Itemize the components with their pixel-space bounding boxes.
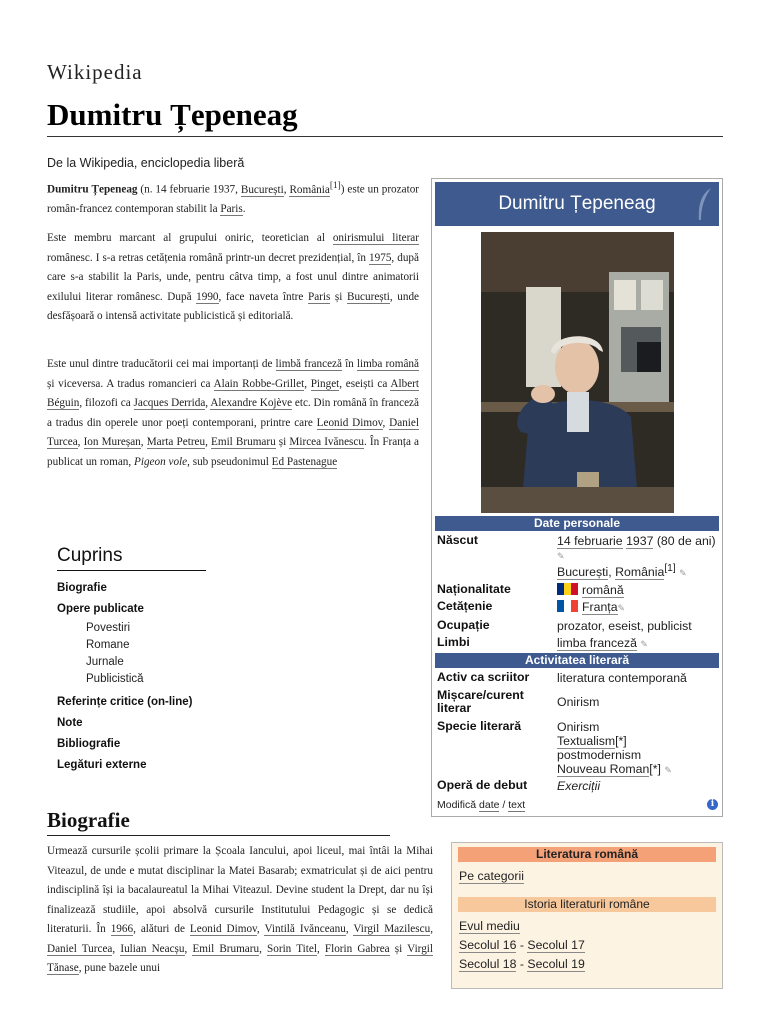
label-limbi: Limbi bbox=[437, 635, 470, 649]
intro-paragraph-2 bbox=[47, 229, 419, 327]
toc-item-opere-publicate[interactable]: Opere publicate bbox=[57, 603, 144, 615]
wikipedia-logo[interactable]: Wikipedia bbox=[47, 60, 143, 84]
title-divider bbox=[47, 136, 723, 137]
infobox bbox=[431, 178, 723, 817]
text: și bbox=[275, 436, 290, 448]
text: , bbox=[205, 397, 211, 409]
toc-subitem-romane[interactable]: Romane bbox=[86, 639, 130, 651]
label-cetatenie: Cetățenie bbox=[437, 599, 493, 613]
text: . În Franța a publicat un roman, bbox=[47, 436, 420, 468]
value-opera-de-debut: Exerciții bbox=[557, 779, 601, 793]
link-brumaru[interactable]: Emil Brumaru bbox=[192, 942, 260, 955]
text: Onirism bbox=[557, 720, 600, 734]
toc-item-legaturi-externe[interactable]: Legături externe bbox=[57, 759, 147, 771]
toc-subitem-jurnale[interactable]: Jurnale bbox=[86, 656, 124, 668]
link-secolul-17[interactable]: Secolul 17 bbox=[527, 938, 585, 952]
wikidata-mark[interactable]: [*] bbox=[615, 734, 627, 748]
link-nationalitate[interactable]: română bbox=[582, 583, 624, 597]
link-limba-franceza[interactable]: limba franceză bbox=[557, 636, 637, 650]
link-ivanescu[interactable]: Mircea Ivănescu bbox=[289, 436, 364, 448]
link-mazilescu[interactable]: Virgil Mazilescu bbox=[353, 923, 431, 935]
label-nationalitate: Naționalitate bbox=[437, 582, 511, 596]
toc-heading: Cuprins bbox=[57, 545, 206, 571]
link-pe-categorii[interactable]: Pe categorii bbox=[459, 869, 524, 883]
reference-1[interactable]: [1] bbox=[329, 181, 341, 191]
text: Modifică bbox=[437, 799, 477, 811]
link-petreu[interactable]: Marta Petreu bbox=[146, 436, 206, 448]
text: și bbox=[389, 942, 408, 955]
text: , sub pseudonimul bbox=[187, 455, 272, 468]
link-robbe-grillet[interactable]: Alain Robbe-Grillet bbox=[213, 377, 305, 390]
link-beguin[interactable]: Albert Béguin bbox=[47, 377, 420, 409]
text: , după care s-a stabilit la Paris, unde, pentru câtva timp, a fost unul dintre animatorii exilului literar românesc. După bbox=[47, 251, 419, 303]
text: , bbox=[382, 416, 390, 429]
edit-pencil-icon[interactable]: ✎ bbox=[557, 551, 565, 561]
link-1990[interactable]: 1990 bbox=[196, 290, 219, 303]
infobox-header bbox=[435, 182, 719, 226]
text: - bbox=[516, 938, 528, 952]
link-neacsu[interactable]: Iulian Neacșu bbox=[120, 942, 185, 955]
edit-pencil-icon[interactable]: ✎ bbox=[679, 568, 687, 579]
link-born-city[interactable]: București bbox=[557, 565, 609, 580]
toc-subitem-povestiri[interactable]: Povestiri bbox=[86, 622, 131, 634]
link-limba-romana[interactable]: limba română bbox=[356, 358, 419, 370]
text: Este membru marcant al grupului oniric, teoretician al bbox=[47, 232, 333, 244]
link-ivanceanu[interactable]: Vintilă Ivănceanu bbox=[264, 923, 346, 935]
label-nascut: Născut bbox=[437, 533, 479, 547]
link-born-year[interactable]: 1937 bbox=[626, 534, 654, 548]
link-gabrea[interactable]: Florin Gabrea bbox=[324, 942, 390, 955]
link-evul-mediu[interactable]: Evul mediu bbox=[459, 919, 520, 933]
biography-paragraph bbox=[47, 842, 433, 979]
value-activ-ca-scriitor: literatura contemporană bbox=[557, 671, 687, 685]
info-icon[interactable]: i bbox=[707, 799, 718, 810]
france-flag-icon bbox=[557, 600, 578, 612]
text: , bbox=[259, 942, 268, 955]
text: , bbox=[205, 436, 212, 448]
text: , bbox=[304, 377, 311, 390]
edit-pencil-icon[interactable]: ✎ bbox=[664, 765, 672, 775]
text: , bbox=[430, 923, 433, 935]
link-paris[interactable]: Paris bbox=[220, 203, 243, 216]
intro-paragraph-3 bbox=[47, 355, 419, 472]
link-romania[interactable]: România bbox=[289, 183, 330, 196]
text: , eseiști ca bbox=[339, 377, 391, 390]
label-miscare-curent: Mișcare/curent literar bbox=[437, 688, 524, 715]
intro-paragraph-1 bbox=[47, 177, 419, 220]
page-subtitle: De la Wikipedia, enciclopedia liberă bbox=[47, 156, 245, 170]
toc-item-biografie[interactable]: Biografie bbox=[57, 582, 107, 594]
edit-data-link[interactable]: date bbox=[479, 799, 500, 811]
text: Este unul dintre traducătorii cei mai importanți de bbox=[47, 358, 276, 370]
subject-name: Dumitru Țepeneag bbox=[47, 183, 138, 196]
infobox-section-date-personale: Date personale bbox=[435, 516, 719, 531]
link-bucuresti[interactable]: București bbox=[240, 183, 284, 196]
value-ocupatie: prozator, eseist, publicist bbox=[557, 619, 692, 633]
link-1966[interactable]: 1966 bbox=[110, 923, 134, 935]
toc-subitem-publicistica[interactable]: Publicistică bbox=[86, 673, 144, 685]
text: , bbox=[316, 942, 325, 955]
value-cetatenie bbox=[557, 600, 717, 614]
edit-pencil-icon[interactable]: ✎ bbox=[617, 603, 626, 613]
label-opera-de-debut: Operă de debut bbox=[437, 778, 528, 792]
link-secolul-19[interactable]: Secolul 19 bbox=[527, 957, 585, 971]
link-born-date[interactable]: 14 februarie bbox=[557, 534, 623, 548]
navbox-row-18-19 bbox=[459, 957, 585, 971]
text: etc. Din română în franceză a tradus din operele unor poeți contemporani, printre care bbox=[47, 397, 419, 429]
text: / bbox=[499, 799, 509, 811]
infobox-footer bbox=[437, 799, 525, 811]
text: și bbox=[330, 290, 347, 303]
link-cetatenie[interactable]: Franța bbox=[582, 600, 618, 614]
link-paris[interactable]: Paris bbox=[307, 290, 331, 303]
link-turcea[interactable]: Daniel Turcea bbox=[47, 416, 419, 448]
text: și viceversa. A tradus romancieri ca bbox=[47, 377, 214, 390]
text: , bbox=[140, 436, 147, 448]
reference-1[interactable]: [1] bbox=[664, 563, 676, 574]
text: , face naveta între bbox=[218, 290, 308, 303]
navbox-row-16-17 bbox=[459, 938, 585, 952]
link-titel[interactable]: Sorin Titel bbox=[267, 942, 317, 955]
link-muresan[interactable]: Ion Mureșan bbox=[83, 436, 141, 448]
label-ocupatie: Ocupație bbox=[437, 618, 490, 632]
toc-item-note[interactable]: Note bbox=[57, 717, 83, 729]
link-ed-pastenague[interactable]: Ed Pastenague bbox=[271, 455, 338, 468]
text: românesc. I s-a retras cetățenia română printr-un decret prezidențial, în bbox=[47, 251, 370, 264]
text: (n. 14 februarie 1937, bbox=[137, 183, 241, 196]
text: postmodernism bbox=[557, 748, 642, 762]
text: (80 de ani) bbox=[653, 534, 716, 548]
section-divider bbox=[47, 835, 390, 836]
link-bucuresti[interactable]: București bbox=[346, 290, 390, 303]
label-activ-ca-scriitor: Activ ca scriitor bbox=[437, 670, 530, 684]
text: , bbox=[345, 923, 354, 935]
text: , bbox=[112, 942, 121, 955]
value-miscare-curent: Onirism bbox=[557, 695, 600, 709]
text: în bbox=[341, 358, 357, 370]
infobox-section-activitatea-literara: Activitatea literară bbox=[435, 653, 719, 668]
navbox-row-evul-mediu bbox=[459, 919, 520, 933]
feather-quill-icon bbox=[695, 186, 713, 222]
text: , unde desfășoară o intensă activitate publicistică și editorială. bbox=[47, 290, 420, 322]
text: , filozofi ca bbox=[79, 397, 134, 409]
link-turcea[interactable]: Daniel Turcea bbox=[47, 942, 113, 955]
text: , bbox=[256, 923, 265, 935]
romania-flag-icon bbox=[557, 583, 578, 595]
link-dimov[interactable]: Leonid Dimov bbox=[316, 416, 383, 429]
table-of-contents bbox=[57, 545, 357, 776]
navbox-literatura-romana bbox=[451, 842, 723, 989]
navbox-subtitle[interactable]: Istoria literaturii române bbox=[458, 897, 716, 912]
text: ) este un prozator român-francez contemporan stabilit la bbox=[47, 183, 420, 216]
link-brumaru[interactable]: Emil Brumaru bbox=[211, 436, 276, 448]
text: , bbox=[184, 942, 193, 955]
link-textualism[interactable]: Textualism bbox=[557, 734, 616, 748]
link-limba-franceza[interactable]: limbă franceză bbox=[275, 358, 342, 370]
page-title: Dumitru Țepeneag bbox=[47, 97, 298, 132]
link-dimov[interactable]: Leonid Dimov bbox=[189, 923, 257, 935]
text: - bbox=[516, 957, 528, 971]
text: , pune bazele unui bbox=[78, 962, 161, 974]
wikidata-mark[interactable]: [*] bbox=[649, 762, 661, 776]
portrait-photo[interactable] bbox=[481, 232, 674, 513]
book-title: Pigeon vole bbox=[134, 455, 188, 468]
toc-item-referinte[interactable]: Referințe critice (on-line) bbox=[57, 696, 193, 708]
navbox-link-categories[interactable] bbox=[459, 869, 524, 883]
link-secolul-18[interactable]: Secolul 18 bbox=[459, 957, 517, 971]
text: Urmează cursurile școlii primare la Școala Iancului, apoi liceul, mai întâi la Mihai Viteazul, de unde e mutat disciplinar la Matei Basarab; exmatriculat și de aici pentru indisciplină își ia bacalaureatul la Mihai Viteazul. Devine student la Drept, dar nu își finalizează studiile, apoi absolvă cursurile Institutului Pedagogic și se dedică literaturii. În bbox=[47, 845, 433, 935]
edit-text-link[interactable]: text bbox=[508, 799, 526, 811]
label-specie-literara: Specie literară bbox=[437, 719, 522, 733]
navbox-title[interactable]: Literatura română bbox=[458, 847, 716, 862]
link-kojeve[interactable]: Alexandre Kojève bbox=[210, 397, 293, 409]
text: , bbox=[77, 436, 84, 448]
link-1975[interactable]: 1975 bbox=[369, 251, 392, 264]
link-nouveau-roman[interactable]: Nouveau Roman bbox=[557, 762, 650, 776]
value-nationalitate bbox=[557, 583, 717, 597]
text: . bbox=[242, 203, 246, 216]
value-limbi bbox=[557, 636, 717, 650]
edit-pencil-icon[interactable]: ✎ bbox=[640, 639, 648, 649]
value-nascut: 14 februarie 1937 (80 de ani)✎ București, România[1] ✎ bbox=[557, 534, 716, 580]
link-secolul-16[interactable]: Secolul 16 bbox=[459, 938, 517, 952]
link-born-country[interactable]: România bbox=[615, 565, 665, 580]
text: , bbox=[283, 183, 290, 196]
infobox-title: Dumitru Țepeneag bbox=[498, 193, 656, 214]
link-onirism[interactable]: onirismului literar bbox=[332, 232, 419, 244]
toc-item-bibliografie[interactable]: Bibliografie bbox=[57, 738, 121, 750]
link-pinget[interactable]: Pinget bbox=[310, 377, 340, 390]
link-derrida[interactable]: Jacques Derrida bbox=[133, 397, 206, 409]
text: , alături de bbox=[133, 923, 190, 935]
link-tanase[interactable]: Virgil Tănase bbox=[47, 942, 434, 974]
section-heading-biografie: Biografie bbox=[47, 808, 130, 832]
value-specie-literara bbox=[557, 720, 717, 776]
